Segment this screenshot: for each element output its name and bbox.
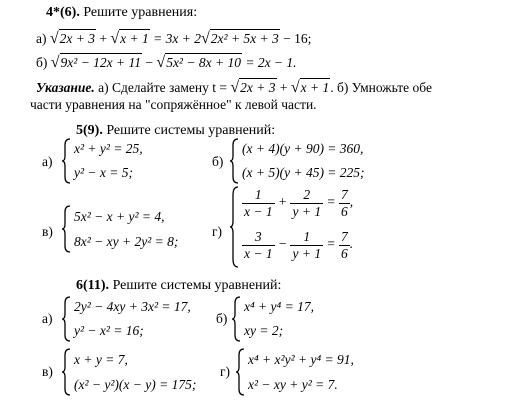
- brace-icon: [62, 138, 72, 184]
- label-a: а): [42, 311, 53, 326]
- sqrt-icon: √: [201, 30, 210, 47]
- brace-icon: [230, 138, 240, 184]
- operator: +: [277, 194, 288, 210]
- radicand: x + 1: [120, 31, 149, 46]
- equation: $\frac{1}{x - 1}$ + $\frac{2}{y + 1}$ = $\frac{7}{6}$ ,: [244, 187, 354, 219]
- radicand: 9x² − 12x + 11: [60, 55, 142, 70]
- system-6g: [236, 348, 386, 396]
- label-g: г): [220, 364, 231, 379]
- system-5a: [62, 138, 182, 184]
- task6-instruction: Решите системы уравнений:: [112, 278, 282, 293]
- brace-icon: [230, 186, 240, 268]
- brace-icon: [232, 296, 242, 342]
- label-a: а): [36, 31, 47, 46]
- task5-header: [76, 124, 275, 138]
- label-g: г): [212, 224, 223, 239]
- system-5v: [62, 205, 202, 253]
- task5-title: 5(9).: [76, 123, 103, 138]
- fraction: $\frac{7}{6}$: [340, 229, 348, 261]
- equation: (x + 4)(y + 90) = 360,: [242, 141, 364, 156]
- equation: x⁴ + y⁴ = 17,: [244, 299, 314, 314]
- operator: −: [145, 55, 154, 70]
- label-v: в): [42, 224, 53, 239]
- brace-icon: [236, 348, 246, 396]
- label-v: в): [42, 364, 53, 379]
- radicand: 2x + 3: [59, 31, 96, 46]
- fraction: $\frac{7}{6}$: [340, 187, 348, 219]
- equation: 2y² − 4xy + 3x² = 17,: [74, 299, 191, 314]
- fraction: $\frac{1}{x - 1}$: [244, 187, 273, 219]
- equation-rhs: = 3x + 2: [153, 31, 201, 46]
- system-5g: [230, 186, 370, 268]
- equation: 8x² − xy + 2y² = 8;: [74, 234, 179, 249]
- equation: $\frac{3}{x - 1}$ − $\frac{1}{y + 1}$ = $\frac{7}{6}$ .: [244, 229, 354, 261]
- radicand: 2x + 3: [240, 80, 276, 95]
- task6-title: 6(11).: [76, 278, 110, 293]
- sqrt-icon: √: [290, 79, 300, 96]
- task4-instruction: Решите уравнения:: [83, 5, 198, 20]
- equation-tail: − 16;: [283, 31, 312, 46]
- radicand: 5x² − 8x + 10: [166, 55, 241, 70]
- hint-title: Указание.: [36, 80, 95, 95]
- hint-text: части уравнения на "сопряжённое" к левой части.: [30, 97, 317, 112]
- radicand: 2x² + 5x + 3: [210, 31, 279, 46]
- task4-hint-line1: [36, 80, 432, 96]
- operator: +: [99, 31, 108, 46]
- fraction: $\frac{1}{y + 1}$: [292, 229, 322, 261]
- task4-eq-a: [36, 31, 311, 47]
- task4-hint-line2: [30, 98, 317, 112]
- brace-icon: [62, 296, 72, 342]
- label-a: а): [42, 154, 53, 169]
- sqrt-icon: √: [110, 30, 120, 47]
- label-b: б): [216, 311, 228, 326]
- hint-text: . б) Умножьте обе: [330, 80, 432, 95]
- task4-eq-b: [36, 55, 297, 71]
- label-b: б): [36, 55, 48, 70]
- hint-text: а) Сделайте замену t =: [98, 80, 227, 95]
- sqrt-icon: √: [50, 54, 60, 71]
- brace-icon: [62, 348, 72, 396]
- task5-instruction: Решите системы уравнений:: [106, 123, 276, 138]
- task6-header: [76, 279, 281, 293]
- equation: 5x² − x + y² = 4,: [74, 209, 165, 224]
- sqrt-icon: √: [230, 79, 240, 96]
- equation: x⁴ + x²y² + y⁴ = 91,: [248, 352, 354, 367]
- brace-icon: [62, 205, 72, 253]
- sqrt-icon: √: [156, 54, 166, 71]
- fraction: $\frac{2}{y + 1}$: [292, 187, 322, 219]
- fraction: $\frac{3}{x - 1}$: [244, 229, 273, 261]
- equation: (x + 5)(y + 45) = 225;: [242, 165, 365, 180]
- operator: −: [277, 236, 288, 252]
- equation: y² − x = 5;: [74, 165, 133, 180]
- system-6b: [232, 296, 342, 342]
- equation-rhs: = 2x − 1.: [245, 55, 297, 70]
- equation: x + y = 7,: [74, 352, 128, 367]
- equation: x² − xy + y² = 7.: [248, 377, 338, 392]
- equation: y² − x² = 16;: [74, 323, 144, 338]
- sqrt-icon: √: [49, 30, 59, 47]
- label-b: б): [212, 154, 224, 169]
- task4-title: 4*(6).: [46, 5, 80, 20]
- radicand: x + 1: [300, 80, 330, 95]
- system-5b: [230, 138, 390, 184]
- equation: xy = 2;: [244, 323, 284, 338]
- operator: +: [279, 80, 288, 95]
- equation: (x² − y²)(x − y) = 175;: [74, 377, 197, 392]
- system-6a: [62, 296, 222, 342]
- equation: x² + y² = 25,: [74, 141, 143, 156]
- task4-header: [46, 6, 197, 20]
- system-6v: [62, 348, 232, 396]
